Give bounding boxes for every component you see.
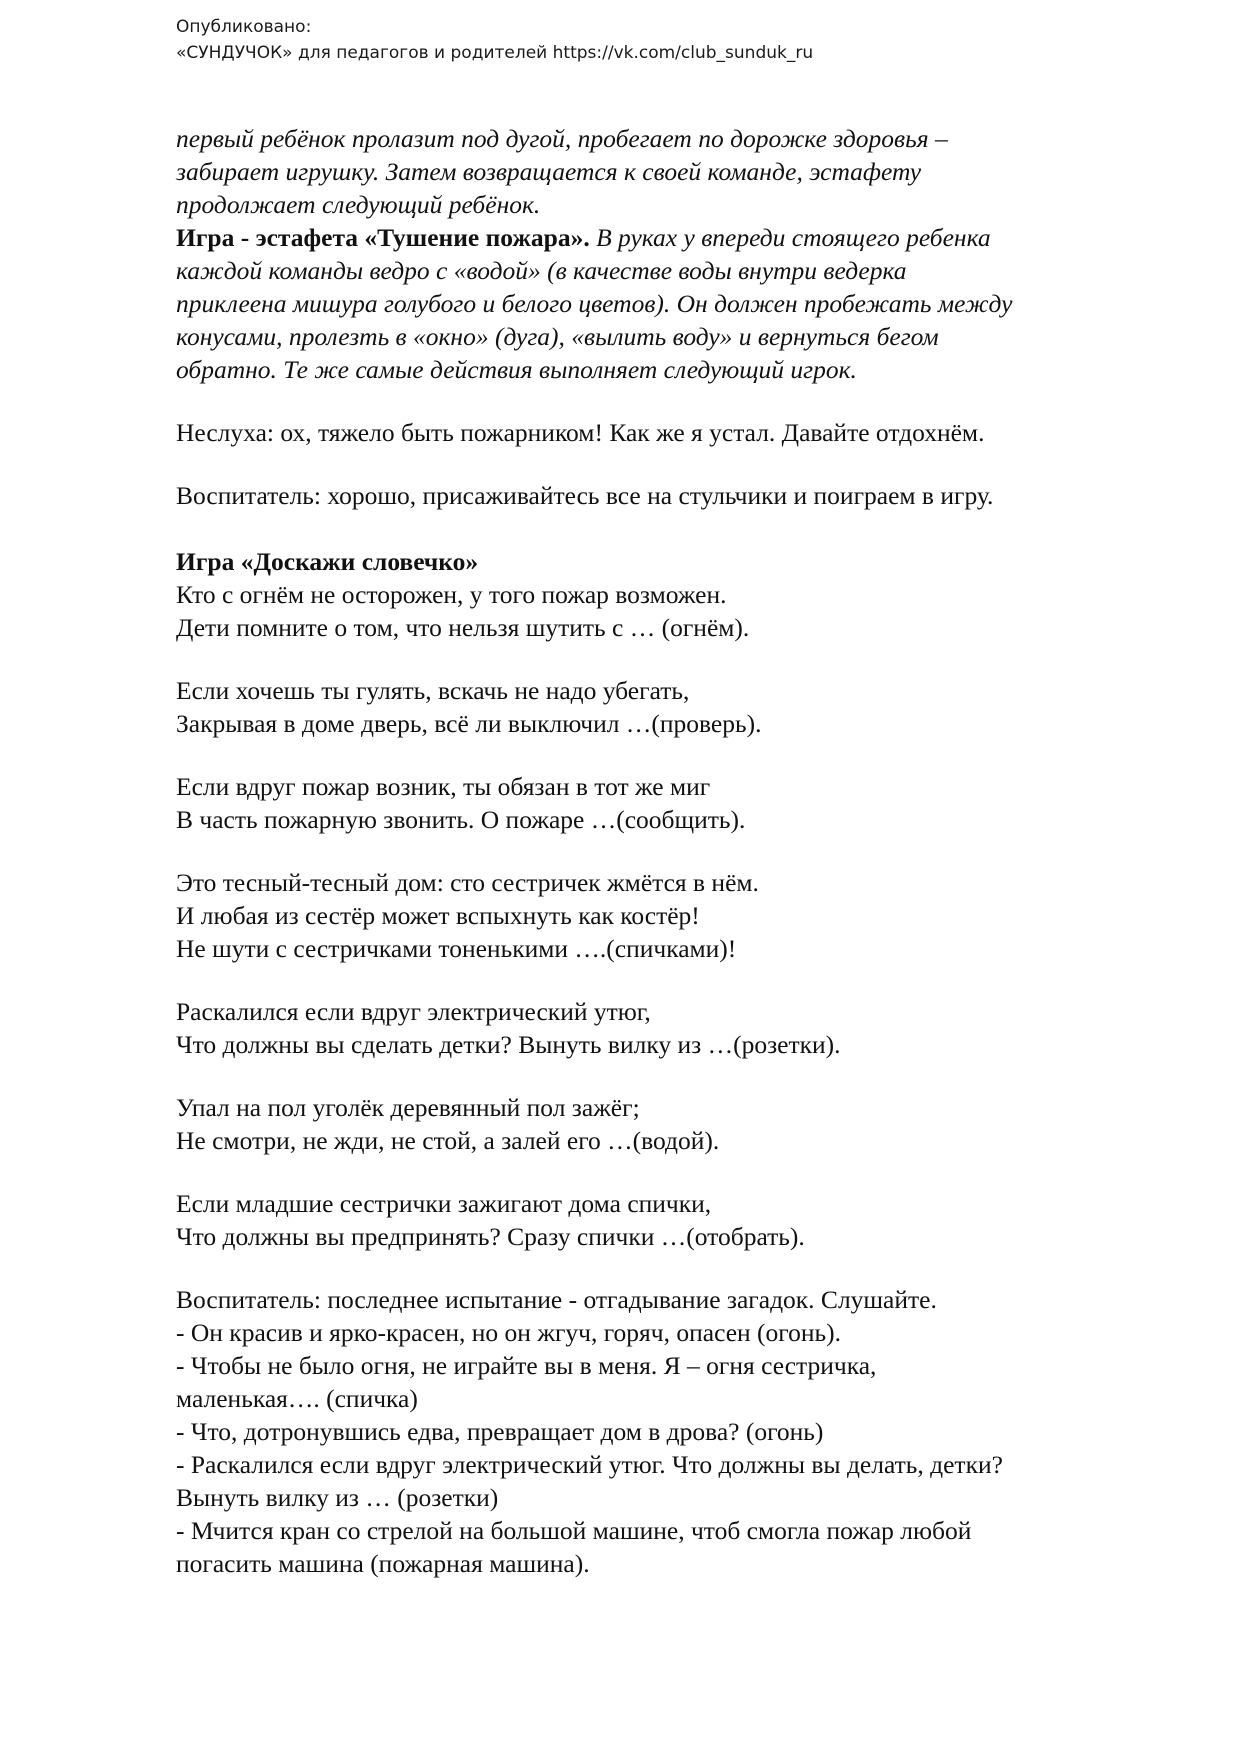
document-body [176, 122, 1176, 1580]
text-line: Вынуть вилку из … (розетки) [176, 1483, 499, 1512]
stanza [176, 1091, 1176, 1157]
text-line: погасить машина (пожарная машина). [176, 1549, 590, 1578]
text-line: Не смотри, не жди, не стой, а залей его …(водой). [176, 1126, 720, 1155]
text-line: Закрывая в доме дверь, всё ли выключил …(проверь). [176, 709, 762, 738]
nesluha-line: Неслуха: ох, тяжело быть пожарником! Как же я устал. Давайте отдохнём. [176, 418, 985, 447]
text-line: маленькая…. (спичка) [176, 1384, 418, 1413]
relay-1-paragraph [176, 122, 1176, 221]
stanza [176, 770, 1176, 836]
text-line: приклеена мишура голубого и белого цветов). Он должен пробежать между [176, 289, 1013, 318]
spacer [176, 965, 1176, 995]
text-line: Воспитатель: последнее испытание - отгадывание загадок. Слушайте. [176, 1285, 937, 1314]
spacer [176, 1157, 1176, 1187]
text-line: конусами, пролезть в «окно» (дуга), «вылить воду» и вернуться бегом [176, 322, 939, 351]
text-line: каждой команды ведро с «водой» (в качестве воды внутри ведерка [176, 256, 907, 285]
spacer [176, 512, 1176, 545]
relay-2-first-line: В руках у впереди стоящего ребенка [589, 223, 991, 252]
text-line: Если младшие сестрички зажигают дома спички, [176, 1189, 712, 1218]
text-line: Раскалился если вдруг электрический утюг, [176, 997, 651, 1026]
text-line: Что должны вы сделать детки? Вынуть вилку из …(розетки). [176, 1030, 841, 1059]
text-line: Это тесный-тесный дом: сто сестричек жмётся в нём. [176, 868, 759, 897]
stanza [176, 1187, 1176, 1253]
spacer [176, 449, 1176, 479]
text-line: - Он красив и ярко-красен, но он жгуч, горяч, опасен (огонь). [176, 1318, 841, 1347]
text-line: - Что, дотронувшись едва, превращает дом в дрова? (огонь) [176, 1417, 824, 1446]
stanza [176, 578, 1176, 644]
spacer [176, 836, 1176, 866]
spacer [176, 386, 1176, 416]
spacer [176, 1253, 1176, 1283]
source-line: «СУНДУЧОК» для педагогов и родителей https://vk.com/club_sunduk_ru [176, 43, 814, 63]
relay-2-paragraph [176, 221, 1176, 386]
stanza [176, 995, 1176, 1061]
text-line: - Чтобы не было огня, не играйте вы в меня. Я – огня сестричка, [176, 1351, 877, 1380]
riddles-section [176, 1283, 1176, 1580]
text-line: первый ребёнок пролазит под дугой, пробегает по дорожке здоровья – [176, 124, 948, 153]
teacher-line: Воспитатель: хорошо, присаживайтесь все на стульчики и поиграем в игру. [176, 481, 994, 510]
text-line: Кто с огнём не осторожен, у того пожар возможен. [176, 580, 727, 609]
stanza [176, 674, 1176, 740]
text-line: Если хочешь ты гулять, вскачь не надо убегать, [176, 676, 690, 705]
text-line: Не шути с сестричками тоненькими ….(спичками)! [176, 934, 737, 963]
spacer [176, 740, 1176, 770]
text-line: обратно. Те же самые действия выполняет следующий игрок. [176, 355, 857, 384]
published-label: Опубликовано: [176, 17, 312, 37]
text-line: - Раскалился если вдруг электрический утюг. Что должны вы делать, детки? [176, 1450, 1003, 1479]
relay-2-title: Игра - эстафета «Тушение пожара». [176, 223, 590, 252]
text-line: Что должны вы предпринять? Сразу спички …(отобрать). [176, 1222, 805, 1251]
text-line: - Мчится кран со стрелой на большой машине, чтоб смогла пожар любой [176, 1516, 972, 1545]
game-title: Игра «Доскажи словечко» [176, 547, 479, 576]
text-line: продолжает следующий ребёнок. [176, 190, 541, 219]
text-line: Дети помните о том, что нельзя шутить с … (огнём). [176, 613, 750, 642]
text-line: В часть пожарную звонить. О пожаре …(сообщить). [176, 805, 746, 834]
spacer [176, 644, 1176, 674]
page-header [176, 14, 1176, 66]
text-line: Упал на пол уголёк деревянный пол зажёг; [176, 1093, 640, 1122]
stanza [176, 866, 1176, 965]
text-line: забирает игрушку. Затем возвращается к своей команде, эстафету [176, 157, 922, 186]
text-line: И любая из сестёр может вспыхнуть как костёр! [176, 901, 700, 930]
text-line [176, 221, 1176, 254]
spacer [176, 1061, 1176, 1091]
text-line: Если вдруг пожар возник, ты обязан в тот же миг [176, 772, 711, 801]
